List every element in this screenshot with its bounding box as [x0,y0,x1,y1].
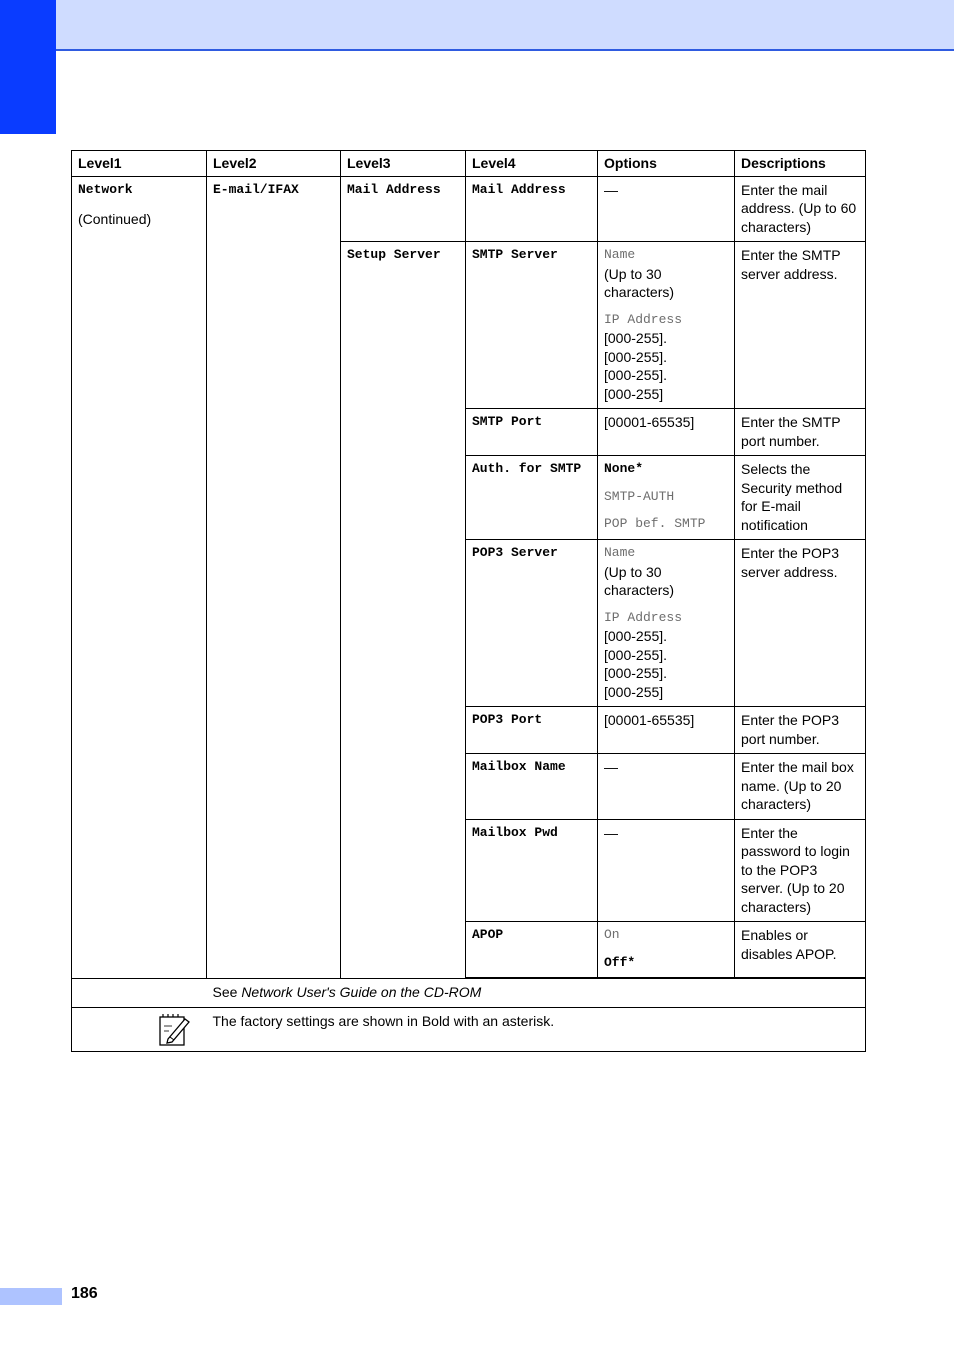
option-name-detail: (Up to 30 characters) [604,563,675,598]
header-level1: Level1 [72,151,207,177]
level3-setup-server: Setup Server [347,247,441,262]
ip-range-2: [000-255]. [604,646,668,663]
option-none-default: None* [604,461,644,476]
see-guide-blank [72,979,207,1008]
level4-cell [466,754,598,820]
option-off-default: Off* [604,954,636,970]
header-level3: Level3 [341,151,466,177]
options-cell [598,540,735,707]
settings-table [71,150,866,1052]
ip-range-4: [000-255] [604,683,664,700]
level4-cell [466,540,598,707]
option-smtp-auth: SMTP-AUTH [604,488,675,504]
chapter-tab [0,0,56,134]
see-guide-row [72,979,866,1008]
level1-name: Network [78,181,133,197]
options-cell [598,456,735,540]
header-level4: Level4 [466,151,598,177]
option-name-detail: (Up to 30 characters) [604,265,675,300]
level1-cell [72,176,207,979]
option-ip-address: IP Address [604,609,683,625]
level2-name: E-mail/IFAX [213,181,299,197]
level1-continued: (Continued) [78,211,152,227]
options-cell [598,242,735,409]
level4-cell [466,242,598,409]
level3-cell [341,242,466,979]
table-row [72,176,866,242]
page-number-bar [0,1288,62,1305]
header-level2: Level2 [207,151,341,177]
level4-cell [466,176,598,242]
ip-range-4: [000-255] [604,385,664,402]
level4-mailbox-pwd: Mailbox Pwd [472,824,558,840]
level4-smtp-server: SMTP Server [472,247,558,262]
level4-cell [466,409,598,456]
description-cell: Enter the mail box name. (Up to 20 characters) [735,754,866,820]
options-cell: [00001-65535] [598,409,735,456]
ip-range-2: [000-255]. [604,348,668,365]
options-cell: — [598,819,735,922]
options-cell: — [598,176,735,242]
level4-cell [466,456,598,540]
pencil-note-icon [158,1013,192,1047]
description-cell: Selects the Security method for E-mail notification [735,456,866,540]
table-header-row [72,151,866,177]
level2-cell [207,176,341,979]
description-cell: Enter the POP3 port number. [735,707,866,754]
level4-cell [466,819,598,922]
level4-cell [466,707,598,754]
ip-range-3: [000-255]. [604,367,668,383]
level4-mail-address: Mail Address [472,181,566,197]
option-on: On [604,927,620,942]
note-icon-cell [72,1007,207,1051]
ip-range-1: [000-255]. [604,628,668,644]
level4-cell [466,922,598,978]
options-cell: [00001-65535] [598,707,735,754]
level4-smtp-port: SMTP Port [472,414,543,429]
description-cell: Enter the SMTP port number. [735,409,866,456]
description-cell: Enter the password to login to the POP3 server. (Up to 20 characters) [735,819,866,922]
level4-auth-smtp: Auth. for SMTP [472,461,582,476]
option-pop-before-smtp: POP bef. SMTP [604,516,706,531]
ip-range-1: [000-255]. [604,330,668,346]
ip-range-3: [000-255]. [604,665,668,681]
description-cell: Enter the POP3 server address. [735,540,866,707]
option-name: Name [604,247,636,262]
see-prefix: See [212,984,242,1000]
level4-pop3-port: POP3 Port [472,712,543,727]
option-name: Name [604,545,636,560]
option-ip-address: IP Address [604,311,683,327]
description-cell: Enter the SMTP server address. [735,242,866,409]
description-cell: Enter the mail address. (Up to 60 characters) [735,176,866,242]
note-text: The factory settings are shown in Bold with an asterisk. [207,1007,866,1051]
options-cell [598,922,735,978]
header-options: Options [598,151,735,177]
header-band [0,0,954,51]
level3-mail-address: Mail Address [347,181,441,197]
options-cell: — [598,754,735,820]
page-number: 186 [71,1285,98,1302]
description-cell: Enables or disables APOP. [735,922,866,978]
level4-apop: APOP [472,927,504,942]
header-descriptions: Descriptions [735,151,866,177]
level4-pop3-server: POP3 Server [472,545,558,560]
level3-cell [341,176,466,242]
note-row [72,1007,866,1051]
level4-mailbox-name: Mailbox Name [472,759,566,774]
see-guide-title: Network User's Guide on the CD-ROM [241,984,482,1000]
see-guide-cell [207,979,866,1008]
